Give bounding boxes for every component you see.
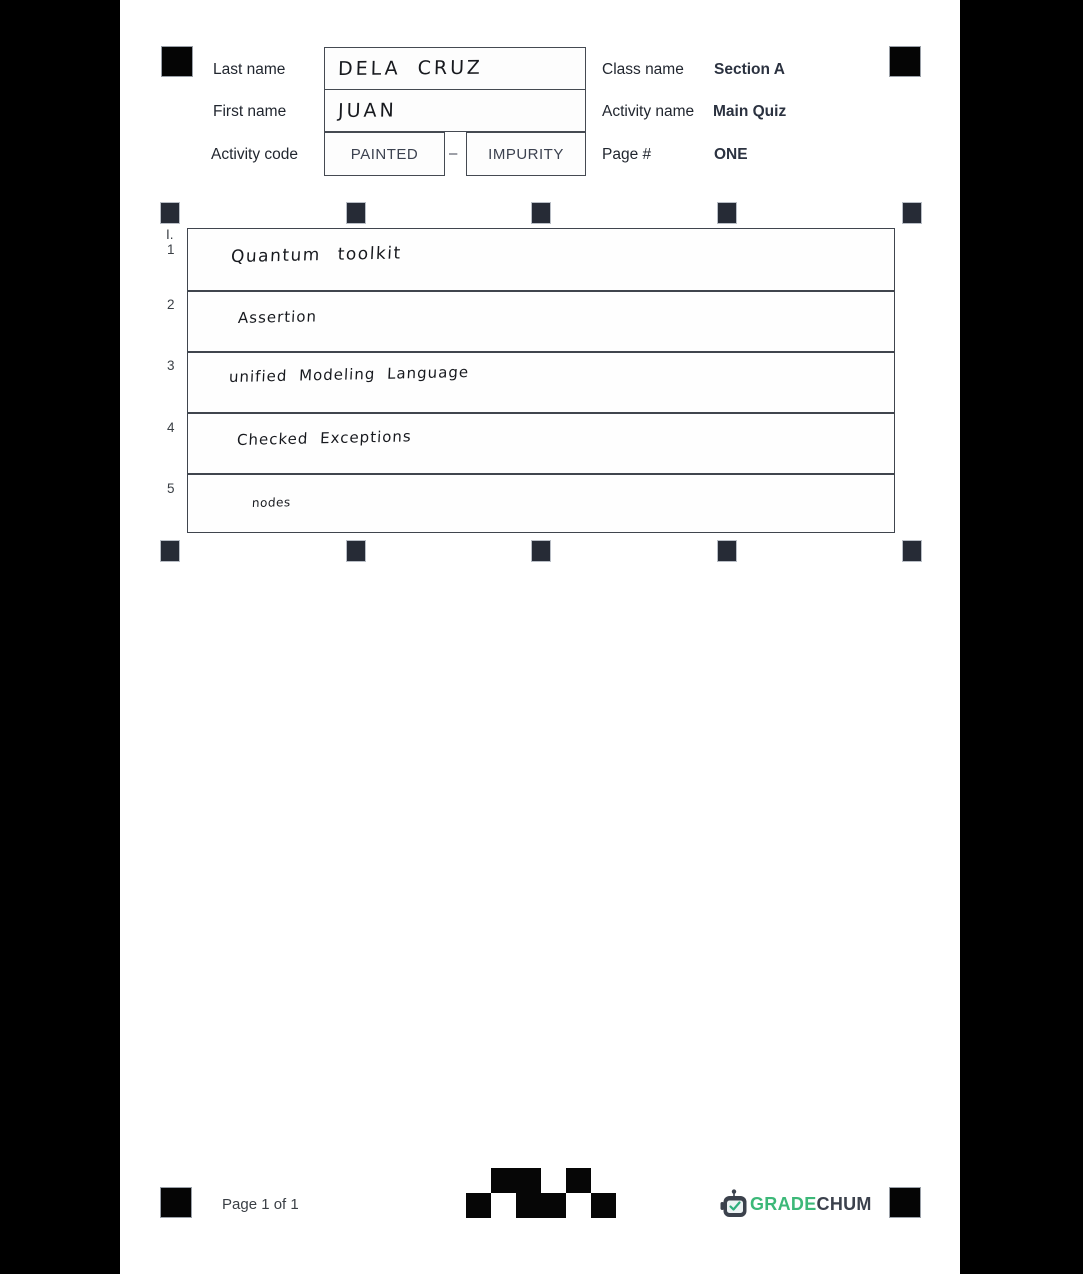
first-name-field bbox=[325, 90, 585, 131]
page-number-label: Page # bbox=[602, 146, 652, 163]
name-fields-box bbox=[324, 47, 586, 132]
answer-handwriting-3: unified Modeling Language bbox=[228, 362, 470, 387]
answer-row-4 bbox=[188, 412, 894, 473]
brand-green-part: GRADE bbox=[750, 1194, 817, 1214]
fiducial-marker-row-top-4 bbox=[718, 203, 736, 223]
fiducial-marker-top-left bbox=[162, 47, 192, 76]
fiducial-marker-row-bottom-1 bbox=[161, 541, 179, 561]
answer-handwriting-1: Quantum toolkit bbox=[230, 243, 403, 268]
activity-code-part2: IMPURITY bbox=[488, 145, 564, 163]
footer-pattern bbox=[466, 1168, 616, 1218]
pattern-cell-empty bbox=[491, 1193, 516, 1218]
answer-handwriting-4: Checked Exceptions bbox=[236, 427, 413, 450]
answer-number-2: 2 bbox=[167, 297, 175, 312]
answer-row-5 bbox=[188, 473, 894, 534]
pattern-cell-filled bbox=[516, 1168, 541, 1193]
section-label: I. bbox=[166, 227, 174, 242]
pattern-cell-empty bbox=[541, 1168, 566, 1193]
fiducial-marker-row-bottom-3 bbox=[532, 541, 550, 561]
brand-wordmark bbox=[750, 1189, 872, 1219]
answer-number-4: 4 bbox=[167, 420, 175, 435]
answer-number-5: 5 bbox=[167, 481, 175, 496]
fiducial-marker-row-top-5 bbox=[903, 203, 921, 223]
answer-number-1: 1 bbox=[167, 242, 175, 257]
activity-name-label: Activity name bbox=[602, 103, 695, 120]
first-name-label: First name bbox=[213, 103, 287, 120]
last-name-field bbox=[325, 48, 585, 90]
activity-code-part2-box bbox=[466, 132, 586, 176]
answer-number-3: 3 bbox=[167, 358, 175, 373]
last-name-handwritten-value: DELA CRUZ bbox=[337, 56, 484, 80]
last-name-label: Last name bbox=[213, 61, 286, 78]
answer-handwriting-5: nodes bbox=[251, 495, 292, 511]
pattern-cell-empty bbox=[466, 1168, 491, 1193]
page-number-value: ONE bbox=[714, 146, 748, 163]
fiducial-marker-bottom-left bbox=[161, 1188, 191, 1217]
fiducial-marker-row-top-2 bbox=[347, 203, 365, 223]
gradechum-logo bbox=[720, 1189, 872, 1219]
activity-code-part1-box bbox=[324, 132, 445, 176]
sheet-page bbox=[120, 0, 960, 1274]
answer-row-3 bbox=[188, 351, 894, 412]
page-indicator: Page 1 of 1 bbox=[222, 1196, 299, 1213]
fiducial-marker-top-right bbox=[890, 47, 920, 76]
pattern-cell-filled bbox=[541, 1193, 566, 1218]
pattern-cell-filled bbox=[466, 1193, 491, 1218]
activity-name-value: Main Quiz bbox=[713, 103, 787, 120]
answer-row-2 bbox=[188, 290, 894, 351]
fiducial-marker-row-bottom-2 bbox=[347, 541, 365, 561]
fiducial-marker-row-top-3 bbox=[532, 203, 550, 223]
first-name-handwritten-value: JUAN bbox=[337, 98, 398, 122]
answer-row-1 bbox=[188, 229, 894, 290]
pattern-cell-empty bbox=[566, 1193, 591, 1218]
fiducial-marker-row-bottom-5 bbox=[903, 541, 921, 561]
pattern-cell-filled bbox=[491, 1168, 516, 1193]
pattern-cell-filled bbox=[591, 1193, 616, 1218]
class-name-value: Section A bbox=[714, 61, 785, 78]
pattern-cell-filled bbox=[516, 1193, 541, 1218]
brand-dark-part: CHUM bbox=[816, 1194, 872, 1214]
answer-table bbox=[187, 228, 895, 533]
fiducial-marker-bottom-right bbox=[890, 1188, 920, 1217]
answer-handwriting-2: Assertion bbox=[237, 307, 318, 328]
activity-code-separator: – bbox=[449, 145, 458, 162]
pattern-cell-filled bbox=[566, 1168, 591, 1193]
activity-code-part1: PAINTED bbox=[350, 145, 419, 163]
fiducial-marker-row-bottom-4 bbox=[718, 541, 736, 561]
robot-icon bbox=[720, 1189, 747, 1219]
activity-code-label: Activity code bbox=[211, 146, 299, 163]
class-name-label: Class name bbox=[602, 61, 684, 78]
fiducial-marker-row-top-1 bbox=[161, 203, 179, 223]
pattern-cell-empty bbox=[591, 1168, 616, 1193]
